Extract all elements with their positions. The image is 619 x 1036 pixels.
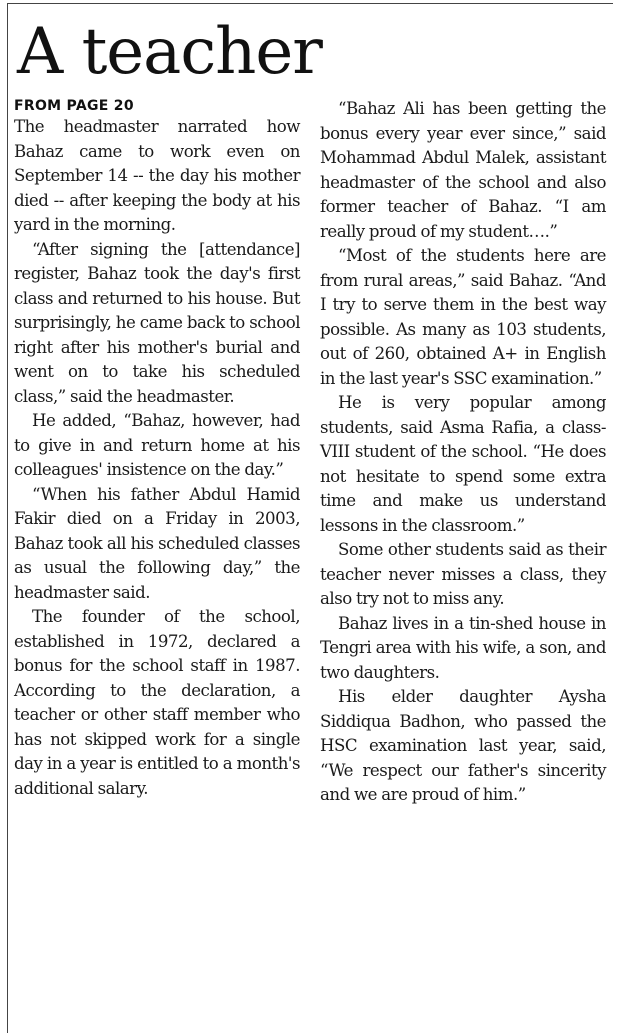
paragraph: Some other students said as their teacher never misses a class, they also try not to miss any. xyxy=(320,540,606,608)
paragraph: Bahaz lives in a tin-shed house in Tengri area with his wife, a son, and two daughters. xyxy=(320,613,606,682)
paragraph: “Most of the students here are from rural areas,” said Bahaz. “And I try to serve them in the best way possible. As many as 103 students, out of 260, obtained A+ in English in the last year's SSC examination.” xyxy=(320,246,606,388)
top-rule xyxy=(7,3,613,4)
paragraph: The founder of the school, established in 1972, declared a bonus for the school staff in 1987. According to the declaration, a teacher or other staff member who has not skipped work for a single day in a year is entitled to a month's additional salary. xyxy=(14,607,300,798)
paragraph: He added, “Bahaz, however, had to give in and return home at his colleagues' insistence on the day.” xyxy=(14,411,300,479)
paragraph: “After signing the [attendance] register, Bahaz took the day's first class and returned to his house. But surprisingly, he came back to school right after his mother's burial and went on to take his scheduled class,” said the headmaster. xyxy=(14,239,300,406)
paragraph: “When his father Abdul Hamid Fakir died on a Friday in 2003, Bahaz took all his scheduled classes as usual the following day,” the headmaster said. xyxy=(14,484,300,602)
left-column-rule xyxy=(7,3,8,1033)
right-column xyxy=(320,97,606,808)
paragraph: His elder daughter Aysha Siddiqua Badhon, who passed the HSC examination last year, said, “We respect our father's sincerity and we are proud of him.” xyxy=(320,687,606,804)
paragraph: “Bahaz Ali has been getting the bonus every year ever since,” said Mohammad Abdul Malek, assistant headmaster of the school and also former teacher of Bahaz. “I am really proud of my student….” xyxy=(320,99,606,241)
headline: A teacher xyxy=(17,15,322,89)
left-column xyxy=(14,97,300,801)
paragraph: He is very popular among students, said Asma Rafia, a class-VIII student of the school. “He does not hesitate to spend some extra time and make us understand lessons in the classroom.” xyxy=(320,393,606,535)
jump-label: FROM PAGE 20 xyxy=(14,98,134,114)
paragraph: The headmaster narrated how Bahaz came to work even on September 14 -- the day his mother died -- after keeping the body at his yard in the morning. xyxy=(14,117,300,234)
